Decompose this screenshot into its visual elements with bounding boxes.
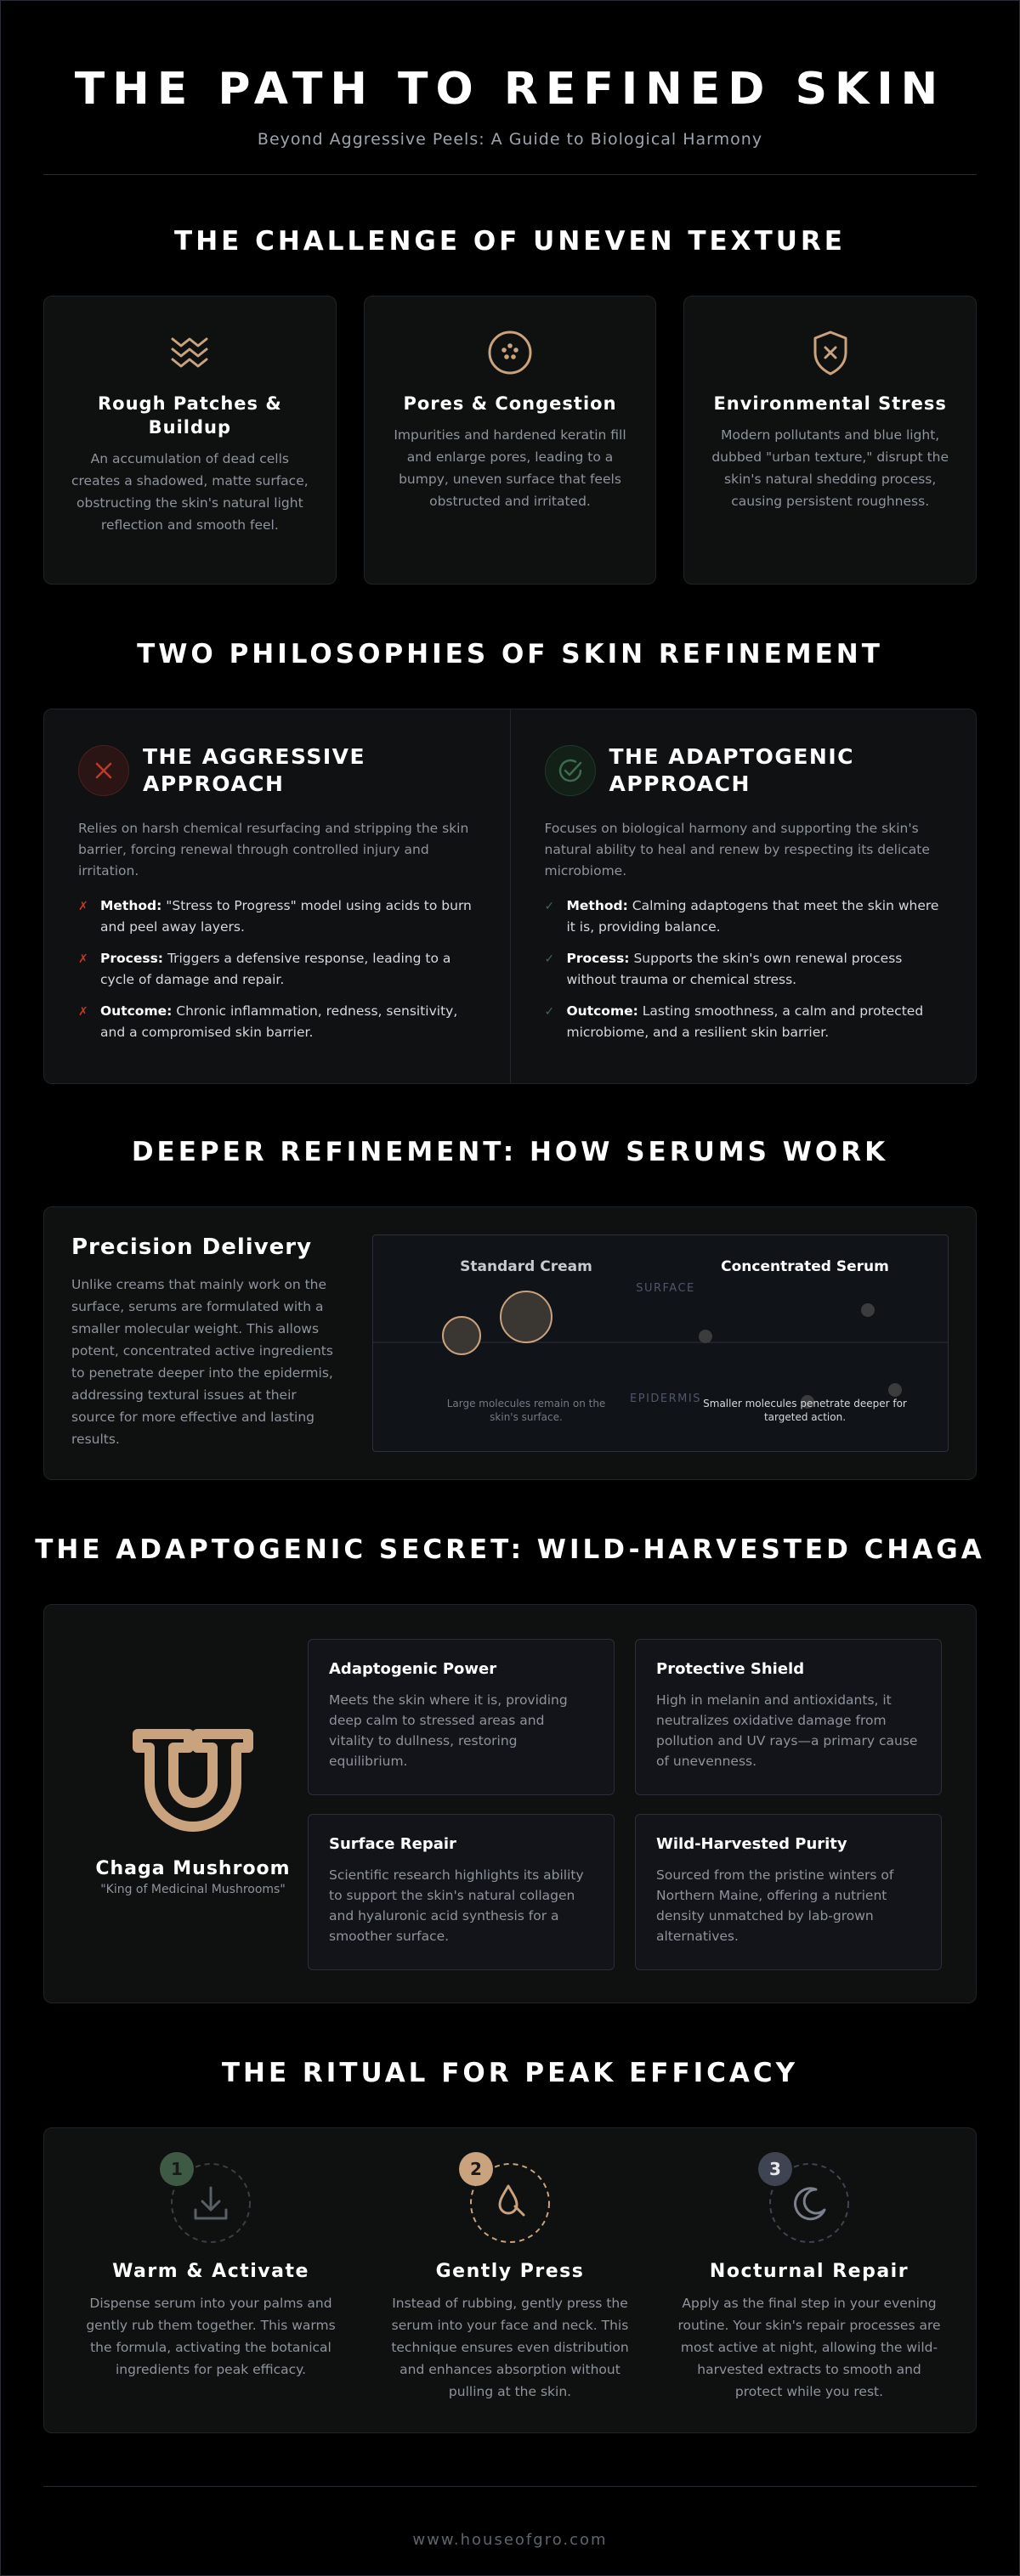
check-icon: ✓: [544, 1005, 555, 1019]
benefit-card: [308, 1639, 615, 1795]
pores-icon: [484, 327, 536, 378]
chaga-section: [43, 1604, 977, 2003]
chaga-benefits: [308, 1639, 942, 1969]
divider: [43, 2486, 977, 2487]
benefit-text: Meets the skin where it is, providing deep calm to stressed areas and vitality to dullness, restoring equilibrium.: [329, 1692, 568, 1769]
serums-heading: Precision Delivery: [71, 1234, 313, 1260]
step-text: Dispense serum into your palms and gently rub them together. This warms the formula, activating the botanical ingredients for peak efficacy.: [86, 2296, 336, 2377]
approach-list: [545, 895, 943, 1043]
approach-header: [545, 743, 943, 798]
aggressive-approach: [44, 709, 511, 1083]
serums-title: DEEPER REFINEMENT: HOW SERUMS WORK: [131, 1137, 889, 1167]
serums-text: [71, 1234, 342, 1452]
benefit-text: Sourced from the pristine winters of Northern Maine, offering a nutrient density unmatched by lab-grown alternatives.: [656, 1867, 894, 1944]
card-text: Modern pollutants and blue light, dubbed "urban texture," disrupt the skin's natural shedding process, causing persistent roughness.: [711, 427, 949, 509]
item-label: Method:: [566, 898, 628, 913]
challenge-card: [43, 296, 337, 585]
item-label: Outcome:: [100, 1003, 173, 1019]
benefit-card: [635, 1639, 942, 1795]
ritual-steps: [43, 2127, 977, 2433]
check-icon: ✓: [544, 952, 555, 966]
chaga-feature: [78, 1639, 308, 1969]
approach-desc: Focuses on biological harmony and supporting the skin's natural ability to heal and renew by respecting its delicate microbiome.: [544, 821, 930, 878]
approach-list: [78, 895, 476, 1043]
diagram-left-label: Standard Cream: [460, 1258, 592, 1275]
ritual-step: [61, 2161, 360, 2432]
step-title: Warm & Activate: [112, 2261, 309, 2282]
check-circle-icon: [545, 745, 596, 796]
card-text: An accumulation of dead cells creates a shadowed, matte surface, obstructing the skin's natural light reflection and smooth feel.: [71, 451, 309, 533]
approach-title: THE ADAPTOGENIC APPROACH: [609, 744, 855, 796]
step-number: 1: [160, 2152, 194, 2186]
benefit-title: Protective Shield: [656, 1660, 805, 1678]
benefit-card: [635, 1814, 942, 1970]
item-text: Calming adaptogens that meet the skin where it is, providing balance.: [566, 898, 939, 935]
item-text: Lasting smoothness, a calm and protected microbiome, and a resilient skin barrier.: [566, 1003, 924, 1040]
page-subtitle: Beyond Aggressive Peels: A Guide to Biological Harmony: [257, 130, 763, 149]
step-text: Instead of rubbing, gently press the serum into your face and neck. This technique ensures even distribution and enhances absorption without pulling at the skin.: [391, 2296, 629, 2399]
divider: [43, 174, 977, 175]
page-title: THE PATH TO REFINED SKIN: [74, 64, 946, 115]
list-item: [78, 895, 476, 938]
chaga-tagline: "King of Medicinal Mushrooms": [100, 1883, 286, 1896]
challenge-title: THE CHALLENGE OF UNEVEN TEXTURE: [174, 226, 846, 257]
item-text: "Stress to Progress" model using acids to burn and peel away layers.: [100, 898, 472, 935]
cross-icon: ✗: [78, 1005, 88, 1019]
step-icon-wrap: [468, 2161, 552, 2246]
epidermis-label: EPIDERMIS: [630, 1393, 701, 1405]
step-number: 2: [459, 2152, 493, 2186]
step-text: Apply as the final step in your evening routine. Your skin's repair processes are most active at night, allowing the wild-harvested extracts to smooth and protect while you rest.: [677, 2296, 941, 2399]
hero: [1, 1, 1019, 149]
step-icon-wrap: [767, 2161, 852, 2246]
step-title: Nocturnal Repair: [709, 2261, 910, 2282]
challenge-card: [364, 296, 657, 585]
cross-icon: ✗: [78, 952, 88, 966]
approach-desc: Relies on harsh chemical resurfacing and stripping the skin barrier, forcing renewal through controlled injury and irritation.: [78, 821, 469, 878]
list-item: [545, 948, 943, 991]
benefit-title: Wild-Harvested Purity: [656, 1835, 847, 1853]
shield-x-icon: [805, 327, 856, 378]
step-icon-wrap: [168, 2161, 253, 2246]
diagram-right-label: Concentrated Serum: [721, 1258, 889, 1275]
challenge-card: [683, 296, 977, 585]
ritual-title: THE RITUAL FOR PEAK EFFICACY: [221, 2058, 799, 2088]
footer-url[interactable]: www.houseofgro.com: [412, 2531, 608, 2549]
item-label: Process:: [566, 951, 630, 966]
x-icon: [78, 745, 129, 796]
mushroom-icon: [129, 1724, 257, 1834]
left-caption: Large molecules remain on the skin's surface.: [446, 1398, 606, 1423]
card-text: Impurities and hardened keratin fill and enlarge pores, leading to a bumpy, uneven surface that feels obstructed and irritated.: [394, 427, 626, 509]
step-number: 3: [758, 2152, 792, 2186]
list-item: [78, 1001, 476, 1043]
serums-section: [43, 1206, 977, 1480]
benefit-card: [308, 1814, 615, 1970]
large-molecule: [501, 1291, 552, 1342]
item-text: Triggers a defensive response, leading to a cycle of damage and repair.: [100, 951, 451, 987]
check-icon: ✓: [544, 900, 555, 913]
right-caption: Smaller molecules penetrate deeper for targeted action.: [703, 1398, 907, 1423]
approach-title: THE AGGRESSIVE APPROACH: [143, 744, 366, 796]
item-label: Outcome:: [566, 1003, 638, 1019]
challenge-cards: [43, 296, 977, 585]
benefit-title: Surface Repair: [329, 1835, 456, 1853]
benefit-text: Scientific research highlights its ability to support the skin's natural collagen and hyaluronic acid synthesis for a smoother surface.: [329, 1867, 584, 1944]
large-molecule: [443, 1317, 480, 1354]
surface-label: SURFACE: [636, 1282, 695, 1295]
philosophies-title: TWO PHILOSOPHIES OF SKIN REFINEMENT: [137, 639, 883, 669]
item-label: Process:: [100, 951, 164, 966]
list-item: [545, 895, 943, 938]
item-text: Supports the skin's own renewal process without trauma or chemical stress.: [566, 951, 903, 987]
chaga-title: THE ADAPTOGENIC SECRET: WILD-HARVESTED CHAGA: [35, 1534, 985, 1565]
philosophies-comparison: [43, 709, 977, 1084]
serums-body: Unlike creams that mainly work on the surface, serums are formulated with a smaller molecular weight. This allows potent, concentrated active ingredients to penetrate deeper into the epidermis, addressing textural issues at their source for more effective and lasting results.: [71, 1277, 333, 1447]
list-item: [545, 1001, 943, 1043]
cross-icon: ✗: [78, 900, 88, 913]
list-item: [78, 948, 476, 991]
small-molecule: [888, 1383, 902, 1397]
benefit-title: Adaptogenic Power: [329, 1660, 497, 1678]
small-molecule: [861, 1303, 875, 1317]
step-title: Gently Press: [435, 2261, 585, 2282]
small-molecule: [699, 1330, 712, 1343]
penetration-diagram: [372, 1234, 949, 1452]
card-title: Rough Patches & Buildup: [98, 393, 282, 438]
item-label: Method:: [100, 898, 162, 913]
card-title: Pores & Congestion: [403, 393, 617, 414]
benefit-text: High in melanin and antioxidants, it neutralizes oxidative damage from pollution and UV rays—a primary cause of unevenness.: [656, 1692, 918, 1769]
ritual-step: [360, 2161, 660, 2432]
card-title: Environmental Stress: [713, 393, 947, 414]
ritual-step: [660, 2161, 959, 2432]
chaga-name: Chaga Mushroom: [95, 1858, 291, 1879]
item-text: Chronic inflammation, redness, sensitivity, and a compromised skin barrier.: [100, 1003, 458, 1040]
adaptogenic-approach: [511, 709, 977, 1083]
approach-header: [78, 743, 476, 798]
layers-icon: [164, 327, 215, 378]
